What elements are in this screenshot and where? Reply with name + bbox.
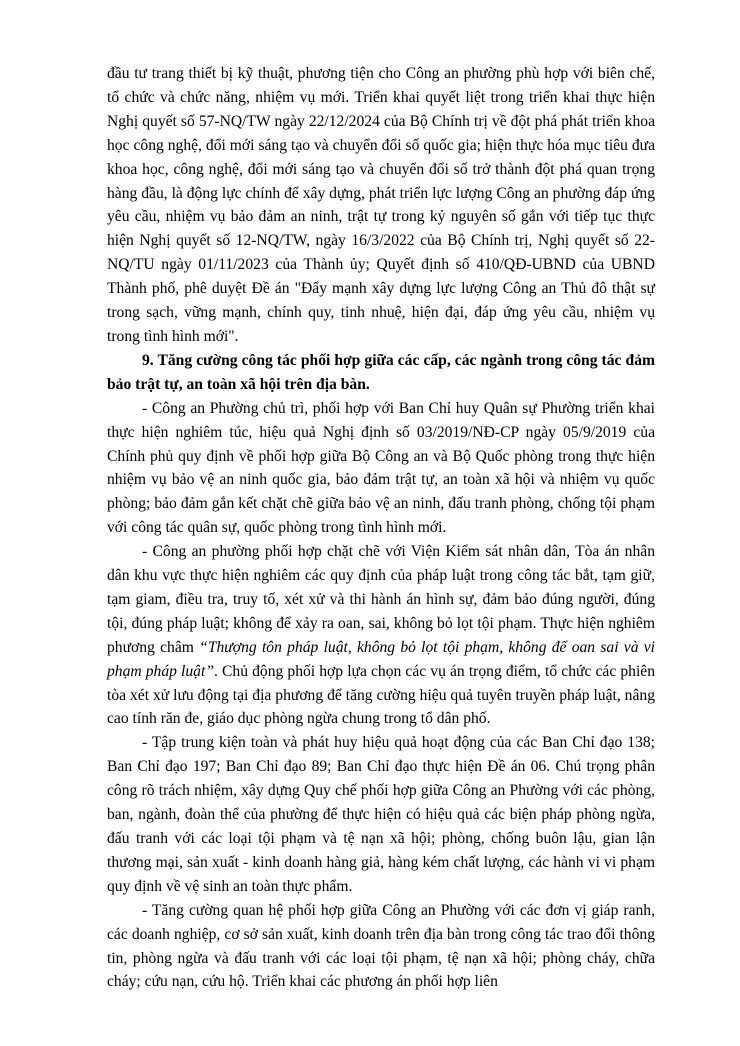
body-paragraph-military-coordination: - Công an Phường chủ trì, phối hợp với Ban Chỉ huy Quân sự Phường triển khai thực hiện nghiêm túc, hiệu quả Nghị định số 03/2019/NĐ-CP ngày 05/9/2019 của Chính phủ quy định về phối hợp giữa Bộ Công an và Bộ Quốc phòng trong thực hiện nhiệm vụ bảo vệ an ninh quốc gia, bảo đảm trật tự, an toàn xã hội và nhiệm vụ quốc phòng; bảo đảm gắn kết chặt chẽ giữa bảo vệ an ninh, đấu tranh phòng, chống tội phạm với công tác quân sự, quốc phòng trong tình hình mới. bbox=[107, 399, 655, 537]
body-paragraph-continued: đầu tư trang thiết bị kỹ thuật, phương tiện cho Công an phường phù hợp với biên chế, tổ chức và chức năng, nhiệm vụ mới. Triển khai quyết liệt trong triển khai thực hiện Nghị quyết số 57-NQ/TW ngày 22/12/2024 của Bộ Chính trị về đột phá phát triển khoa học công nghệ, đổi mới sáng tạo và chuyển đổi số quốc gia; hiện thực hóa mục tiêu đưa khoa học, công nghệ, đổi mới sáng tạo và chuyển đổi số trở thành đột phá quan trọng hàng đầu, là động lực chính để xây dựng, phát triển lực lượng Công an phường đáp ứng yêu cầu, nhiệm vụ bảo đảm an ninh, trật tự trong kỷ nguyên số gắn với tiếp tục thực hiện Nghị quyết số 12-NQ/TW, ngày 16/3/2022 của Bộ Chính trị, Nghị quyết số 22-NQ/TU ngày 01/11/2023 của Thành ủy; Quyết định số 410/QĐ-UBND của UBND Thành phố, phê duyệt Đề án "Đẩy mạnh xây dựng lực lượng Công an Thủ đô thật sự trong sạch, vững mạnh, chính quy, tinh nhuệ, hiện đại, đáp ứng yêu cầu, nhiệm vụ trong tình hình mới". bbox=[107, 65, 655, 345]
paragraph-text-after-quote: . Chủ động phối hợp lựa chọn các vụ án trọng điểm, tổ chức các phiên tòa xét xử lưu động tại địa phương để tăng cường hiệu quả tuyên truyền pháp luật, nâng cao tính răn đe, giáo dục phòng ngừa chung trong tổ dân phố. bbox=[107, 662, 655, 728]
body-paragraph-neighbor-coordination: - Tăng cường quan hệ phối hợp giữa Công an Phường với các đơn vị giáp ranh, các doanh nghiệp, cơ sở sản xuất, kinh doanh trên địa bàn trong công tác trao đổi thông tin, phòng ngừa và đấu tranh với các loại tội phạm, tệ nạn xã hội; phòng cháy, chữa cháy; cứu nạn, cứu hộ. Triển khai các phương án phối hợp liên bbox=[107, 901, 655, 991]
section-heading-9: 9. Tăng cường công tác phối hợp giữa các cấp, các ngành trong công tác đảm bảo trật tự, an toàn xã hội trên địa bàn. bbox=[107, 351, 655, 393]
motto-quote: “Thượng tôn pháp luật, không bỏ lọt tội phạm, không để oan sai và vi phạm pháp luật” bbox=[107, 638, 655, 680]
paragraph-text-before-quote: - Công an phường phối hợp chặt chẽ với Viện Kiểm sát nhân dân, Tòa án nhân dân khu vực thực hiện nghiêm các quy định của pháp luật trong công tác bắt, tạm giữ, tạm giam, điều tra, truy tố, xét xử và thi hành án hình sự, đảm bảo đúng người, đúng tội, đúng pháp luật; không để xảy ra oan, sai, không bỏ lọt tội phạm. Thực hiện nghiêm phương châm bbox=[107, 543, 655, 656]
document-page bbox=[107, 62, 655, 994]
body-paragraph-steering-committees: - Tập trung kiện toàn và phát huy hiệu quả hoạt động của các Ban Chỉ đạo 138; Ban Chỉ đạo 197; Ban Chỉ đạo 89; Ban Chỉ đạo thực hiện Đề án 06. Chú trọng phân công rõ trách nhiệm, xây dựng Quy chế phối hợp giữa Công an Phường với các phòng, ban, ngành, đoàn thể của phường để thực hiện có hiệu quả các biện pháp phòng ngừa, đấu tranh với các loại tội phạm và tệ nạn xã hội; phòng, chống buôn lậu, gian lận thương mại, sản xuất - kinh doanh hàng giả, hàng kém chất lượng, các hành vi vi phạm quy định về vệ sinh an toàn thực phẩm. bbox=[107, 734, 655, 895]
body-paragraph-procuracy-coordination bbox=[107, 540, 655, 731]
